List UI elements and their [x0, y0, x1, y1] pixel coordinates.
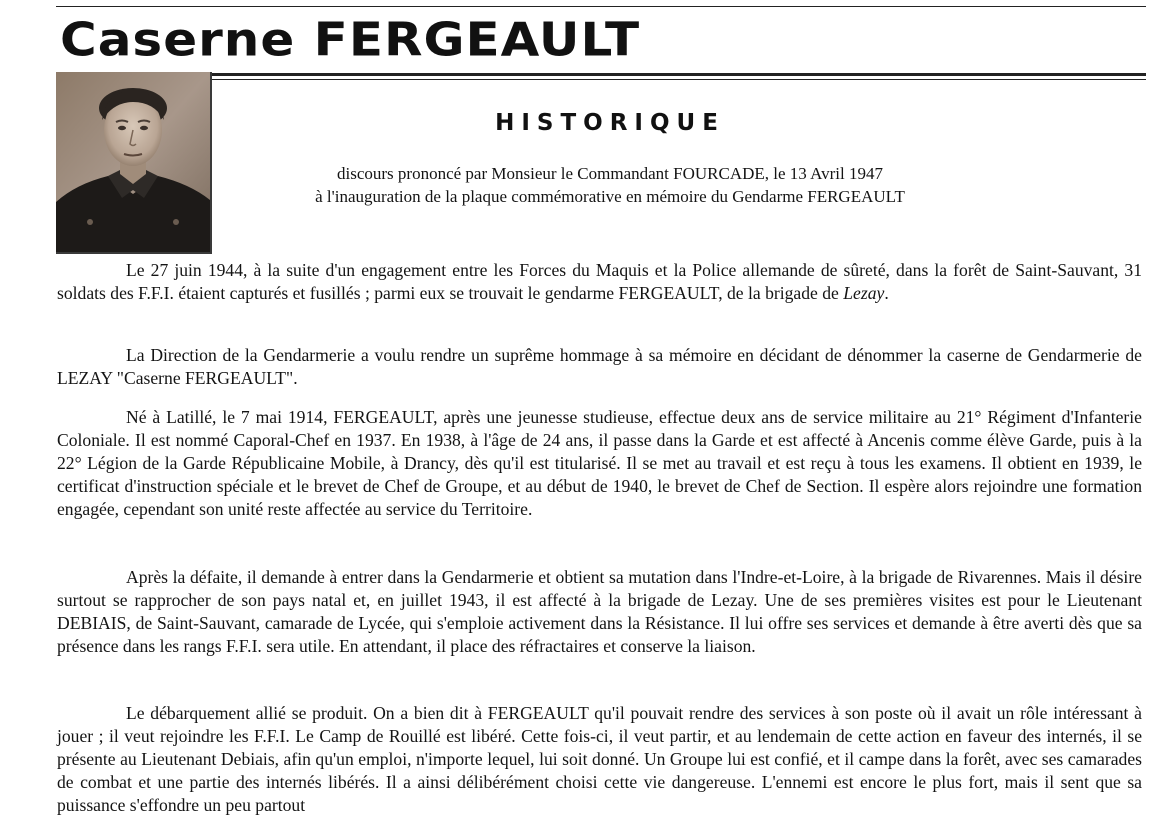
title-underline-thick [210, 73, 1146, 76]
paragraph-1-place: Lezay [843, 283, 885, 303]
section-heading: HISTORIQUE [495, 110, 725, 136]
paragraph-1 [57, 259, 1142, 305]
page-title: Caserne FERGEAULT [60, 13, 641, 67]
speech-subtitle-line2: à l'inauguration de la plaque commémorative en mémoire du Gendarme FERGEAULT [315, 187, 905, 206]
speech-subtitle-line1: discours prononcé par Monsieur le Commandant FOURCADE, le 13 Avril 1947 [337, 164, 883, 183]
portrait-image [56, 72, 210, 252]
paragraph-5: Le débarquement allié se produit. On a bien dit à FERGEAULT qu'il pouvait rendre des services à son poste où il avait un rôle intéressant à jouer ; il veut rejoindre les F.F.I. Le Camp de Rouillé est libéré. Cette fois-ci, il veut partir, et au lendemain de cette action en faveur des internés, il se présente au Lieutenant Debiais, afin qu'un emploi, n'importe lequel, lui soit donné. Un Groupe lui est confié, et il campe dans la forêt, avec ses camarades de combat et une partie des internés libérés. Il a ainsi délibérément choisi cette vie dangereuse. L'ennemi est encore le plus fort, mais il sent que sa puissance s'effondre un peu partout [57, 703, 1142, 815]
paragraph-2: La Direction de la Gendarmerie a voulu rendre un suprême hommage à sa mémoire en décidant de dénommer la caserne de Gendarmerie de LEZAY "Caserne FERGEAULT". [57, 345, 1142, 388]
paragraph-4: Après la défaite, il demande à entrer dans la Gendarmerie et obtient sa mutation dans l'Indre-et-Loire, à la brigade de Rivarennes. Mais il désire surtout se rapprocher de son pays natal et, en juillet 1943, il est affecté à la brigade de Lezay. Une de ses premières visites est pour le Lieutenant DEBIAIS, de Saint-Sauvant, camarade de Lycée, qui s'emploie activement dans la Résistance. Il lui offre ses services et demande à être averti dès que sa présence dans les rangs F.F.I. sera utile. En attendant, il place des réfractaires et conserve la liaison. [57, 567, 1142, 656]
paragraph-1-text: Le 27 juin 1944, à la suite d'un engagement entre les Forces du Maquis et la Police allemande de sûreté, dans la forêt de Saint-Sauvant, 31 soldats des F.F.I. étaient capturés et fusillés ; parmi eux se trouvait le gendarme FERGEAULT, de la brigade de [57, 260, 1142, 303]
title-underline-thin [210, 79, 1146, 80]
paragraph-1-end: . [884, 283, 889, 303]
portrait-photo [56, 72, 212, 254]
paragraph-3: Né à Latillé, le 7 mai 1914, FERGEAULT, après une jeunesse studieuse, effectue deux ans de service militaire au 21° Régiment d'Infanterie Coloniale. Il est nommé Caporal-Chef en 1937. En 1938, à l'âge de 24 ans, il passe dans la Garde et est affecté à Ancenis comme élève Garde, puis à la 22° Légion de la Garde Républicaine Mobile, à Drancy, dès qu'il est titularisé. Il se met au travail et est reçu à tous les examens. Il obtient en 1939, le certificat d'instruction spéciale et le brevet de Chef de Groupe, et au début de 1940, le brevet de Chef de Section. Il espère alors rejoindre une formation engagée, cependant son unité reste affectée au service du Territoire. [57, 407, 1142, 519]
